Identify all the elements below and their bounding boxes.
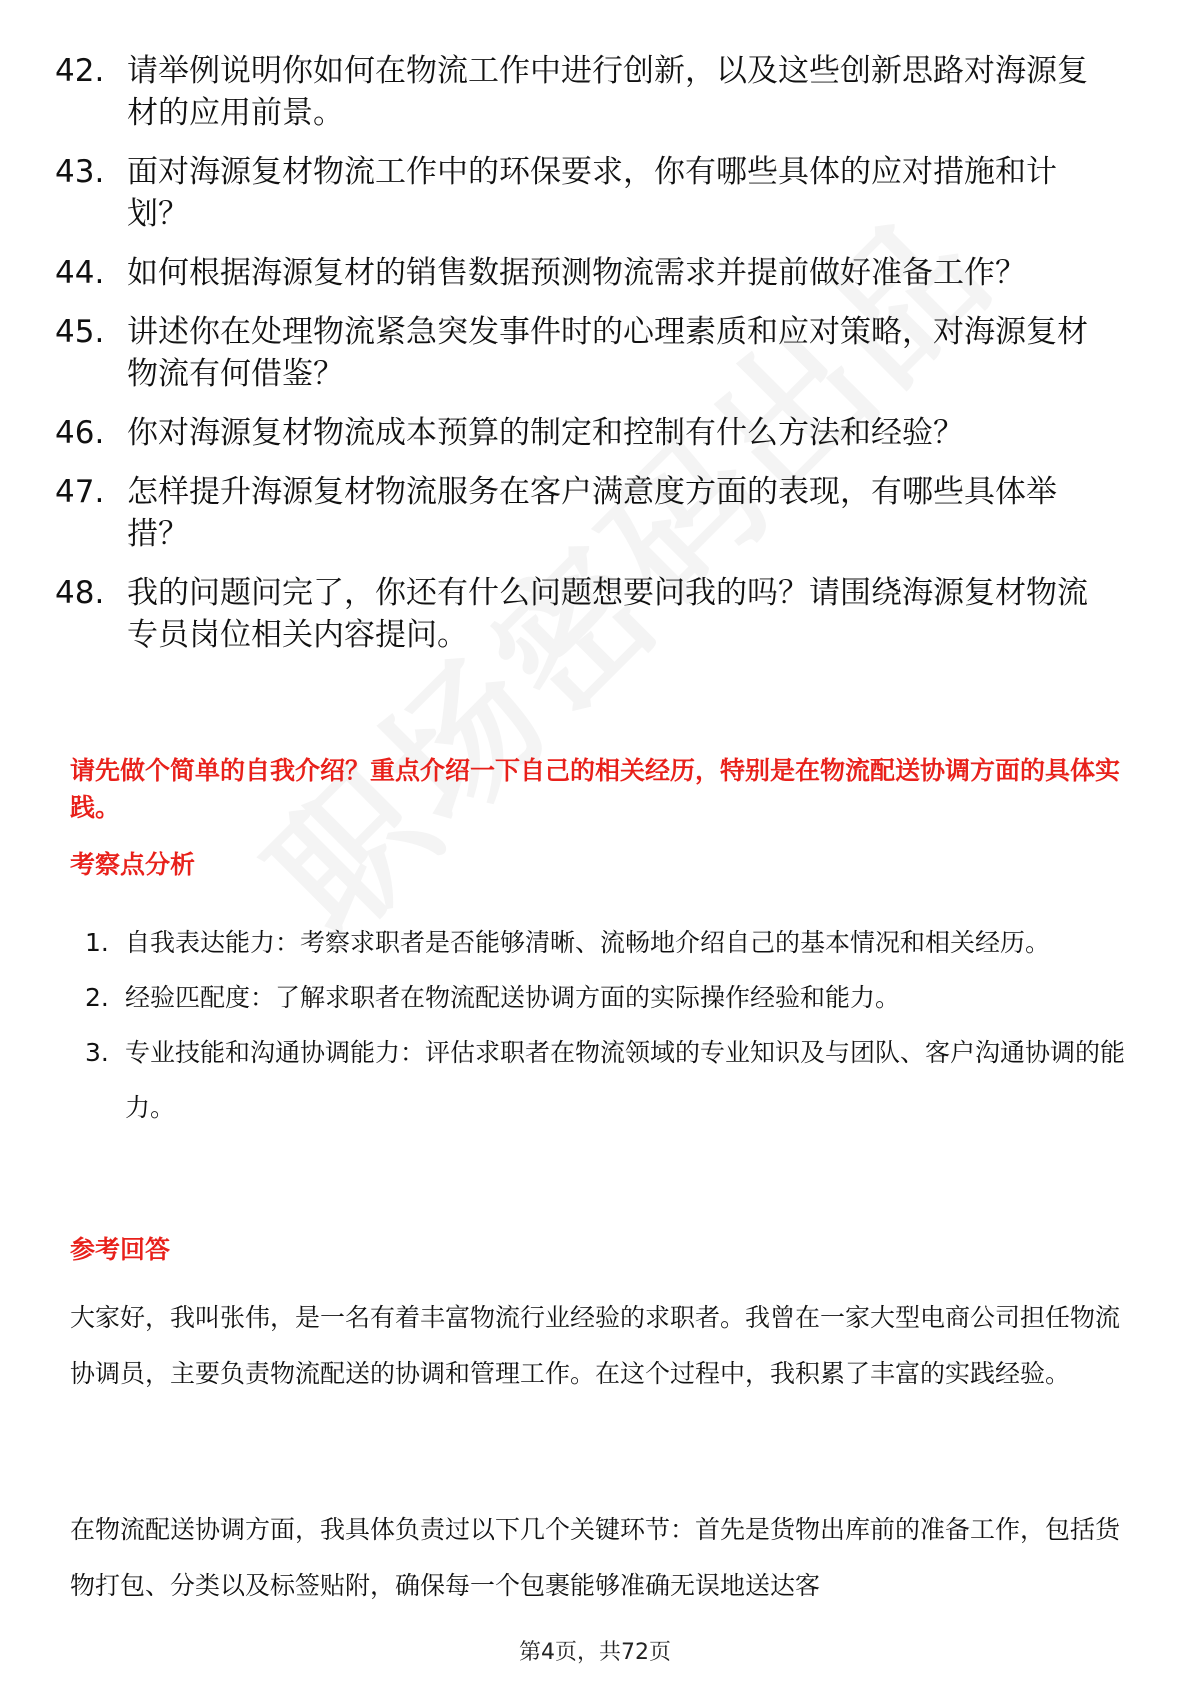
- question-number: 43.: [55, 154, 105, 190]
- point-number: 3.: [85, 1038, 109, 1067]
- point-number: 2.: [85, 983, 109, 1012]
- question-number: 46.: [55, 415, 105, 451]
- question-text: 我的问题问完了，你还有什么问题想要问我的吗？请围绕海源复材物流专员岗位相关内容提问。: [127, 575, 1088, 653]
- analysis-points: [85, 915, 1125, 1135]
- question-item: [55, 151, 1115, 235]
- point-text: 经验匹配度：了解求职者在物流配送协调方面的实际操作经验和能力。: [125, 983, 901, 1012]
- analysis-point: [85, 970, 1125, 1025]
- question-number: 48.: [55, 575, 105, 611]
- question-text: 面对海源复材物流工作中的环保要求，你有哪些具体的应对措施和计划？: [127, 154, 1057, 232]
- question-number: 44.: [55, 255, 105, 291]
- point-text: 自我表达能力：考察求职者是否能够清晰、流畅地介绍自己的基本情况和相关经历。: [125, 928, 1051, 957]
- question-item: [55, 572, 1115, 656]
- question-list: [55, 50, 1115, 673]
- question-number: 47.: [55, 474, 105, 510]
- question-item: [55, 252, 1115, 294]
- question-item: [55, 311, 1115, 395]
- answer-paragraph: 大家好，我叫张伟，是一名有着丰富物流行业经验的求职者。我曾在一家大型电商公司担任物流协调员，主要负责物流配送的协调和管理工作。在这个过程中，我积累了丰富的实践经验。: [70, 1303, 1121, 1388]
- analysis-point: [85, 915, 1125, 970]
- answer-title: 参考回答: [70, 1235, 171, 1264]
- question-number: 45.: [55, 314, 105, 350]
- question-number: 42.: [55, 53, 105, 89]
- answer-paragraph: 在物流配送协调方面，我具体负责过以下几个关键环节：首先是货物出库前的准备工作，包括货物打包、分类以及标签贴附，确保每一个包裹能够准确无误地送达客: [70, 1515, 1121, 1600]
- highlight-question: 请先做个简单的自我介绍？重点介绍一下自己的相关经历，特别是在物流配送协调方面的具体实践。: [70, 756, 1121, 822]
- page-footer: 第4页，共72页: [519, 1640, 671, 1665]
- question-text: 怎样提升海源复材物流服务在客户满意度方面的表现，有哪些具体举措？: [127, 474, 1057, 552]
- point-text: 专业技能和沟通协调能力：评估求职者在物流领域的专业知识及与团队、客户沟通协调的能力。: [125, 1038, 1126, 1122]
- question-item: [55, 471, 1115, 555]
- question-text: 如何根据海源复材的销售数据预测物流需求并提前做好准备工作？: [127, 255, 1026, 291]
- analysis-title: 考察点分析: [70, 850, 196, 879]
- question-text: 你对海源复材物流成本预算的制定和控制有什么方法和经验？: [127, 415, 964, 451]
- question-item: [55, 50, 1115, 134]
- question-text: 讲述你在处理物流紧急突发事件时的心理素质和应对策略，对海源复材物流有何借鉴？: [127, 314, 1088, 392]
- question-item: [55, 412, 1115, 454]
- analysis-point: [85, 1025, 1125, 1135]
- question-text: 请举例说明你如何在物流工作中进行创新，以及这些创新思路对海源复材的应用前景。: [127, 53, 1088, 131]
- point-number: 1.: [85, 928, 109, 957]
